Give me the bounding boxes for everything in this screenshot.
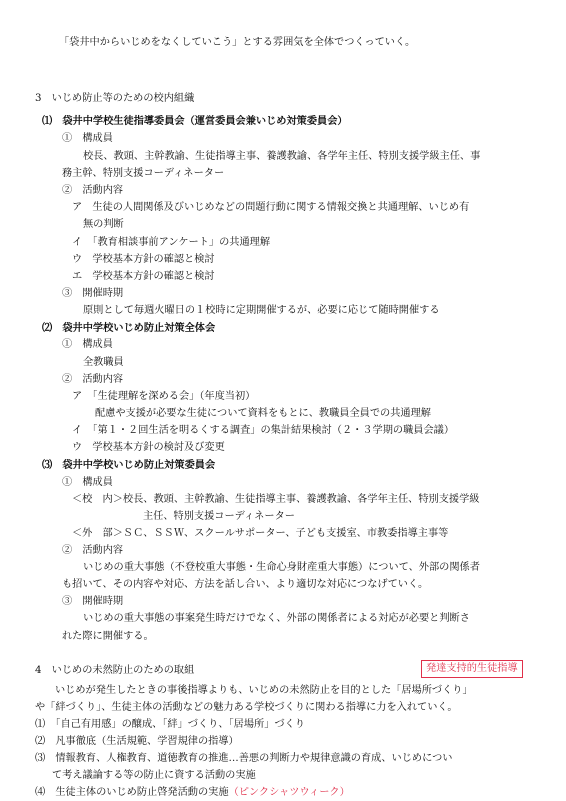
section-4-item-3-line1: ⑶ 情報教育、人権教育、道徳教育の推進…善悪の判断力や規律意識の育成、いじめについ: [35, 753, 453, 764]
sub1-members-line1: 校長、教頭、主幹教諭、生徒指導主事、養護教諭、各学年主任、特別支援学級主任、事: [83, 151, 481, 162]
section-4-item-3-line2: て考え議論する等の防止に資する活動の実施: [52, 770, 256, 781]
section-4-para-line1: いじめが発生したときの事後指導よりも、いじめの未然防止を目的とした「居場所づくり」: [55, 685, 473, 696]
section-4-item-2: ⑵ 凡事徹底（生活規範、学習規律の指導）: [35, 736, 239, 747]
sub1-members-line2: 務主幹、特別支援コーディネーター: [62, 168, 225, 179]
sub1-activity-label: ② 活動内容: [62, 185, 124, 196]
sub1-activity-u: ウ 学校基本方針の確認と検討: [72, 254, 215, 265]
section-4-para-line2: や「絆づくり」、生徒主体の活動などの魅力ある学校づくりに関わる指導に力を入れていく。: [35, 702, 458, 713]
sub3-members-label: ① 構成員: [62, 477, 113, 488]
section-4-item-1: ⑴ 「自己有用感」の醸成、「絆」づくり、「居場所」づくり: [35, 719, 305, 730]
intro-line: 「袋井中からいじめをなくしていこう」とする雰囲気を全体でつくっていく。: [59, 37, 416, 48]
sub2-members-label: ① 構成員: [62, 339, 113, 350]
section-4-item-4: [35, 786, 350, 800]
sub2-activity-u: ウ 学校基本方針の検討及び変更: [72, 442, 225, 453]
sub1-activity-a-line2: 無の判断: [83, 219, 124, 230]
sub2-activity-a: ア 「生徒理解を深める会」（年度当初）: [72, 391, 256, 402]
subsection-3-heading: ⑶ 袋井中学校いじめ防止対策委員会: [42, 459, 216, 471]
subsection-1-heading: ⑴ 袋井中学校生徒指導委員会（運営委員会兼いじめ対策委員会）: [42, 115, 348, 127]
sub3-outer-members: ＜外 部＞ＳＣ、ＳＳＷ、スクールサポーター、子ども支援室、市教委指導主事等: [72, 528, 449, 539]
sub1-members-label: ① 構成員: [62, 133, 113, 144]
sub2-activity-label: ② 活動内容: [62, 374, 124, 385]
sub2-activity-i: イ 「第１・２回生活を明るくする調査」の集計結果検討（２・３学期の職員会議）: [72, 425, 455, 436]
pink-shirt-week-highlight: （ピンクシャツウィーク）: [228, 787, 350, 798]
developmental-guidance-badge: 発達支持的生徒指導: [421, 660, 523, 678]
sub3-schedule-line1: いじめの重大事態の事案発生時だけでなく、外部の関係者による対応が必要と判断さ: [83, 613, 470, 624]
sub3-inner-members-line1: ＜校 内＞校長、教頭、主幹教諭、生徒指導主事、養護教諭、各学年主任、特別支援学級: [72, 494, 480, 505]
sub1-schedule-text: 原則として毎週火曜日の１校時に定期開催するが、必要に応じて随時開催する: [83, 305, 440, 316]
sub1-activity-a-line1: ア 生徒の人間関係及びいじめなどの問題行動に関する情報交換と共通理解、いじめ有: [72, 202, 470, 213]
sub3-schedule-line2: れた際に開催する。: [62, 631, 154, 642]
sub3-schedule-label: ③ 開催時期: [62, 596, 124, 607]
sub3-activity-line1: いじめの重大事態（不登校重大事態・生命心身財産重大事態）について、外部の関係者: [83, 562, 480, 573]
sub1-schedule-label: ③ 開催時期: [62, 288, 124, 299]
sub3-activity-label: ② 活動内容: [62, 545, 124, 556]
sub3-inner-members-line2: 主任、特別支援コーディネーター: [143, 511, 295, 522]
sub2-members-text: 全教職員: [83, 357, 124, 368]
section-3-heading: 3 いじめ防止等のための校内組織: [35, 93, 195, 104]
section-4-item-4-text: ⑷ 生徒主体のいじめ防止啓発活動の実施: [35, 787, 229, 798]
sub3-activity-line2: も招いて、その内容や対応、方法を話し合い、より適切な対応につなげていく。: [62, 579, 429, 590]
subsection-2-heading: ⑵ 袋井中学校いじめ防止対策全体会: [42, 322, 216, 334]
section-4-heading: 4 いじめの未然防止のための取組: [35, 665, 195, 676]
sub1-activity-e: エ 学校基本方針の確認と検討: [72, 271, 215, 282]
sub1-activity-i: イ 「教育相談事前アンケート」の共通理解: [72, 237, 271, 248]
sub2-activity-a-detail: 配慮や支援が必要な生徒について資料をもとに、教職員全員での共通理解: [95, 408, 431, 419]
